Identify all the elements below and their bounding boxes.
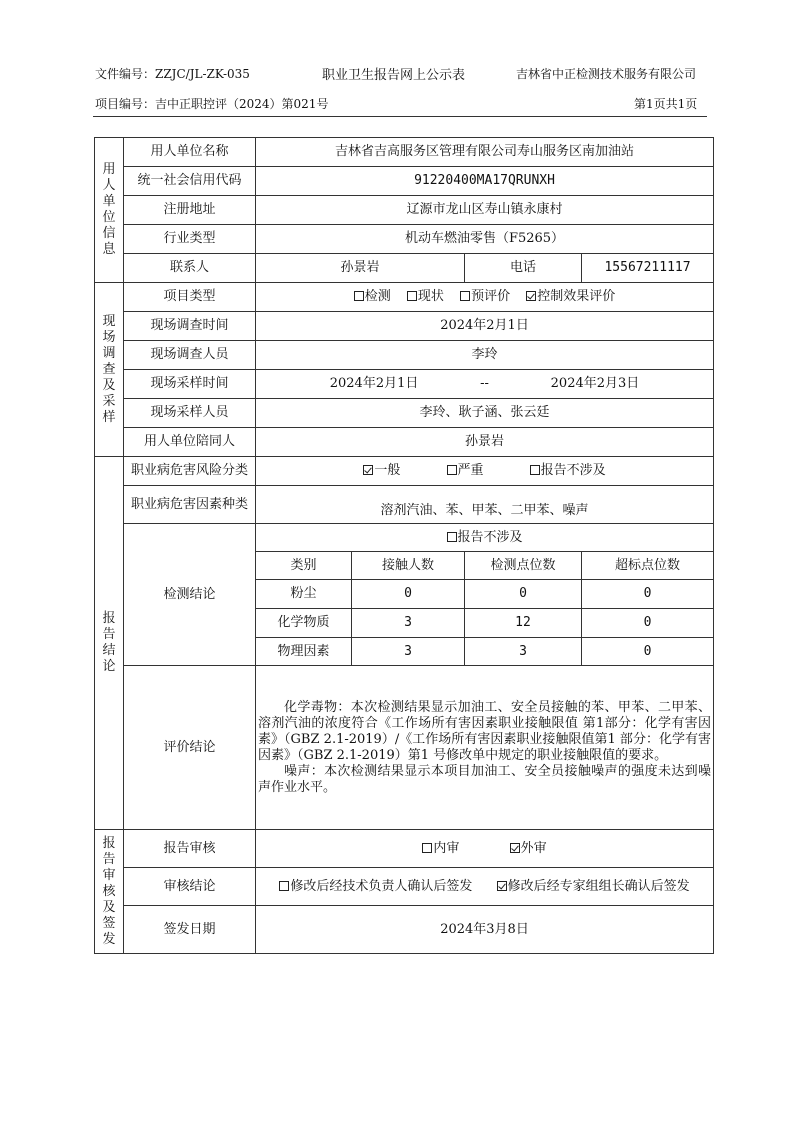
companion-label: 用人单位陪同人 [124,428,256,457]
checkbox-icon [530,465,540,475]
checkbox-option-tech-lead[interactable]: 修改后经技术负责人确认后签发 [279,879,472,895]
employer-name-label: 用人单位名称 [124,138,256,167]
col-header-category: 类别 [256,552,352,580]
sampling-separator: -- [480,376,489,391]
risk-class-options [256,457,714,486]
section-review: 报告审核及签发 [95,830,124,954]
detection-na-option[interactable]: 报告不涉及 [256,524,714,552]
cell-category: 粉尘 [256,580,352,609]
sampling-start: 2024年2月1日 [329,376,419,391]
document-title: 职业卫生报告网上公示表 [322,68,466,83]
detection-label: 检测结论 [124,524,256,666]
sampling-time-label: 现场采样时间 [124,370,256,399]
evaluation-chemical: 化学毒物：本次检测结果显示加油工、安全员接触的苯、甲苯、二甲苯、溶剂汽油的浓度符合《工作场所有害因素职业接触限值 第1部分：化学有害因素》（GBZ 2.1-2019）/《工作场所有害因素职业接触限值第1 部分：化学有害因素》（GBZ 2.1-2019）第1 号修改单中规定的职业接触限值的要求。 [258,699,712,763]
checkbox-option-yanzhong[interactable]: 严重 [447,463,484,479]
section-employer: 用人单位信息 [95,138,124,283]
checkbox-checked-icon [510,843,520,853]
checkbox-option-jiance[interactable]: 检测 [354,289,391,305]
sampler-label: 现场采样人员 [124,399,256,428]
contact-label: 联系人 [124,254,256,283]
checkbox-icon [460,291,470,301]
checkbox-option-yiban[interactable]: 一般 [363,463,400,479]
cell-exposed: 0 [352,580,465,609]
industry-value: 机动车燃油零售（F5265） [256,225,714,254]
checkbox-option-yupingjia[interactable]: 预评价 [460,289,510,305]
project-number: 项目编号：吉中正职控评（2024）第021号 [95,97,329,111]
evaluation-noise: 噪声：本次检测结果显示本项目加油工、安全员接触噪声的强度未达到噪声作业水平。 [258,763,712,795]
checkbox-icon [279,881,289,891]
col-header-exposed: 接触人数 [352,552,465,580]
phone-label: 电话 [465,254,582,283]
checkbox-icon [422,843,432,853]
cell-points: 12 [465,609,582,638]
section-survey: 现场调查及采样 [95,283,124,457]
cell-points: 3 [465,638,582,666]
checkbox-option-internal[interactable]: 内审 [422,841,459,857]
checkbox-option-xianzhuang[interactable]: 现状 [407,289,444,305]
credit-code-value: 91220400MA17QRUNXH [256,167,714,196]
checkbox-option-not-applicable[interactable]: 报告不涉及 [530,463,606,479]
issue-date-label: 签发日期 [124,906,256,954]
checkbox-checked-icon [526,291,536,301]
checkbox-option-external[interactable]: 外审 [510,841,547,857]
companion-value: 孙景岩 [256,428,714,457]
phone-value: 15567211117 [582,254,714,283]
checkbox-icon [447,532,457,542]
checkbox-checked-icon [363,465,373,475]
sampling-time-value [256,370,714,399]
audit-label: 报告审核 [124,830,256,868]
hazard-factor-value: 溶剂汽油、苯、甲苯、二甲苯、噪声 [256,486,714,524]
page-info: 第1页共1页 [634,97,698,111]
surveyor-value: 李玲 [256,341,714,370]
checkbox-icon [407,291,417,301]
cell-category: 化学物质 [256,609,352,638]
checkbox-icon [354,291,364,301]
survey-time-value: 2024年2月1日 [256,312,714,341]
checkbox-option-expert-lead[interactable]: 修改后经专家组组长确认后签发 [497,879,690,895]
project-type-label: 项目类型 [124,283,256,312]
cell-exceed: 0 [582,580,714,609]
review-result-options [256,868,714,906]
col-header-points: 检测点位数 [465,552,582,580]
surveyor-label: 现场调查人员 [124,341,256,370]
cell-points: 0 [465,580,582,609]
sampling-end: 2024年2月3日 [550,376,640,391]
hazard-factor-label: 职业病危害因素种类 [124,486,256,524]
cell-exposed: 3 [352,638,465,666]
section-conclusion: 报告结论 [95,457,124,830]
checkbox-checked-icon [497,881,507,891]
report-table [94,137,714,954]
file-number: 文件编号：ZZJC/JL-ZK-035 [95,67,250,81]
evaluation-label: 评价结论 [124,666,256,830]
checkbox-icon [447,465,457,475]
cell-category: 物理因素 [256,638,352,666]
col-header-exceed: 超标点位数 [582,552,714,580]
evaluation-text [256,666,714,830]
credit-code-label: 统一社会信用代码 [124,167,256,196]
cell-exposed: 3 [352,609,465,638]
header-divider [93,116,707,117]
review-result-label: 审核结论 [124,868,256,906]
checkbox-option-kongzhi[interactable]: 控制效果评价 [526,289,615,305]
audit-options [256,830,714,868]
risk-class-label: 职业病危害风险分类 [124,457,256,486]
cell-exceed: 0 [582,609,714,638]
address-label: 注册地址 [124,196,256,225]
cell-exceed: 0 [582,638,714,666]
sampler-value: 李玲、耿子涵、张云廷 [256,399,714,428]
survey-time-label: 现场调查时间 [124,312,256,341]
contact-value: 孙景岩 [256,254,465,283]
company-name: 吉林省中正检测技术服务有限公司 [516,67,697,81]
employer-name-value: 吉林省吉高服务区管理有限公司寿山服务区南加油站 [256,138,714,167]
industry-label: 行业类型 [124,225,256,254]
project-type-options [256,283,714,312]
address-value: 辽源市龙山区寿山镇永康村 [256,196,714,225]
issue-date-value: 2024年3月8日 [256,906,714,954]
